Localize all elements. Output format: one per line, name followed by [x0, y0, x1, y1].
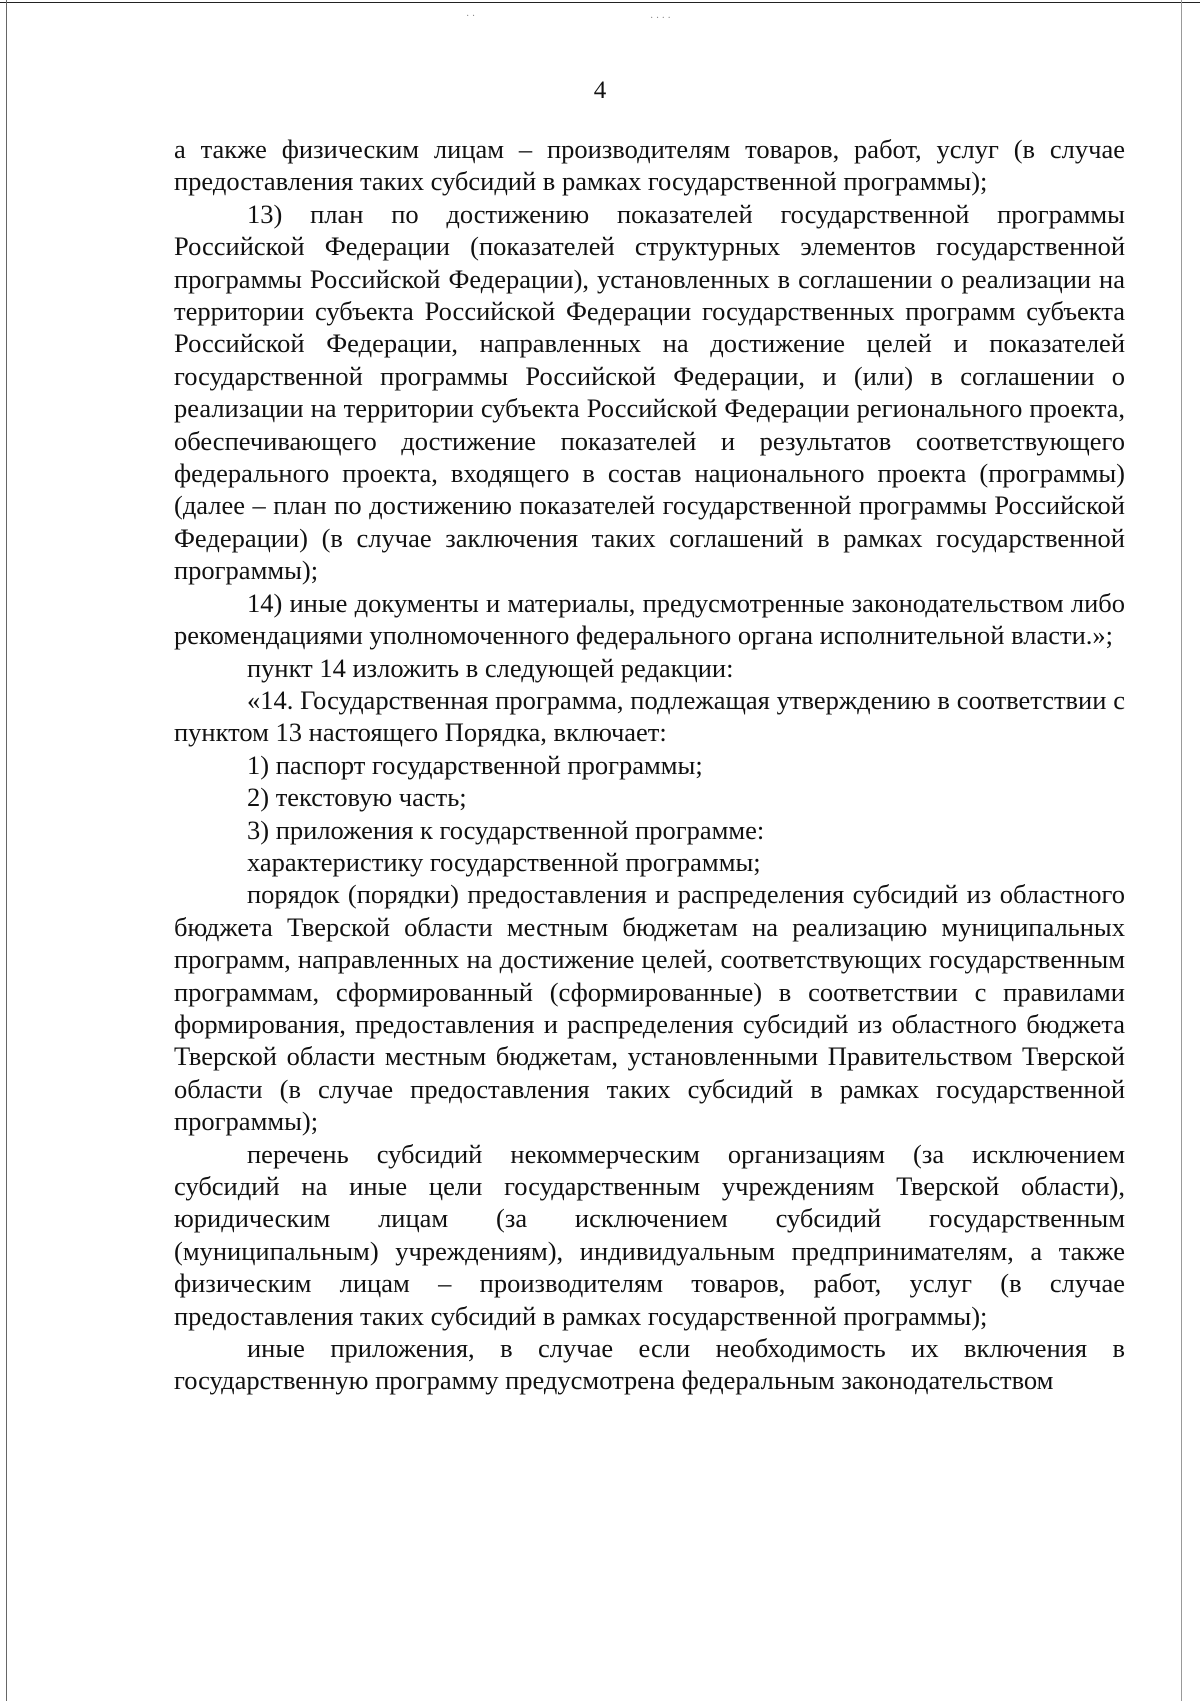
paragraph-item-13: 13) план по достижению показателей государственной программы Российской Федерации (показателей структурных элементов государственной программы Российской Федерации), установленных в соглашении о реализации на территории субъекта Российской Федерации государственных программ субъекта Российской Федерации, направленных на достижение целей и показателей государственной программы Российской Федерации, и (или) в соглашении о реализации на территории субъекта Российской Федерации регионального проекта, обеспечивающего достижение показателей и результатов соответствующего федерального проекта, входящего в состав национального проекта (программы) (далее – план по достижению показателей государственной программы Российской Федерации) (в случае заключения таких соглашений в рамках государственной программы); — [174, 198, 1125, 586]
document-body — [174, 133, 1125, 1397]
scan-speck: · · · · — [650, 13, 671, 24]
top-border-line — [0, 2, 1200, 3]
paragraph-list-1: 1) паспорт государственной программы; — [247, 749, 703, 780]
paragraph-subsidy-procedure: порядок (порядки) предоставления и распределения субсидий из областного бюджета Тверской области местным бюджетам на реализацию муниципальных программ, направленных на достижение целей, соответствующих государственным программам, сформированный (сформированные) в соответствии с правилами формирования, предоставления и распределения субсидий из областного бюджета Тверской области местным бюджетам, установленными Правительством Тверской области (в случае предоставления таких субсидий в рамках государственной программы); — [174, 879, 1125, 1137]
paragraph-subsidy-list: перечень субсидий некоммерческим организациям (за исключением субсидий на иные цели государственным учреждениям Тверской области), юридическим лицам (за исключением субсидий государственным (муниципальным) учреждениям), индивидуальным предпринимателям, а также физическим лицам – производителям товаров, работ, услуг (в случае предоставления таких субсидий в рамках государственной программы); — [174, 1138, 1125, 1331]
paragraph-list-3: 3) приложения к государственной программе: — [247, 814, 765, 845]
paragraph-other-annexes: иные приложения, в случае если необходимость их включения в государственную программу предусмотрена федеральным законодательством — [174, 1333, 1125, 1396]
left-scan-edge — [6, 0, 7, 1701]
page-number: 4 — [593, 77, 607, 104]
paragraph-item-14: 14) иные документы и материалы, предусмотренные законодательством либо рекомендациями уполномоченного федерального органа исполнительной власти.»; — [174, 587, 1125, 651]
right-scan-edge — [1181, 0, 1182, 1701]
paragraph-characteristics: характеристику государственной программы; — [247, 846, 761, 877]
paragraph-clause-14: «14. Государственная программа, подлежащая утверждению в соответствии с пунктом 13 настоящего Порядка, включает: — [174, 684, 1125, 748]
scan-speck: · · — [466, 11, 476, 22]
paragraph-continuation: а также физическим лицам – производителям товаров, работ, услуг (в случае предоставления таких субсидий в рамках государственной программы); — [174, 134, 1125, 197]
paragraph-amendment-intro: пункт 14 изложить в следующей редакции: — [247, 652, 734, 683]
paragraph-list-2: 2) текстовую часть; — [247, 782, 467, 813]
